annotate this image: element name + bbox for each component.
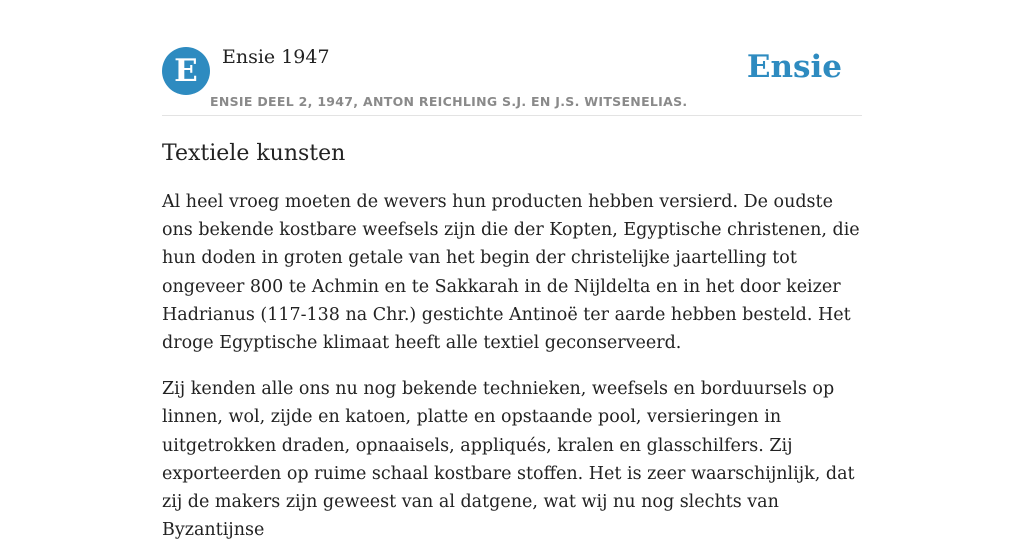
- ensie-logo-icon[interactable]: E: [162, 47, 210, 95]
- site-subtitle: ENSIE DEEL 2, 1947, ANTON REICHLING S.J. EN J.S. WITSENELIAS.: [210, 94, 688, 109]
- brand-wordmark[interactable]: Ensie: [746, 49, 842, 85]
- article-paragraph: Zij kenden alle ons nu nog bekende technieken, weefsels en borduursels op linnen, wol, zijde en katoen, platte en opstaande pool, versieringen in uitgetrokken draden, opnaaisels, appliqués, kralen en glasschilfers. Zij exporteerden op ruime schaal kostbare stoffen. Het is zeer waarschijnlijk, dat zij de makers zijn geweest van al datgene, wat wij nu nog slechts van Byzantijnse: [162, 379, 855, 541]
- article-content: [162, 136, 862, 544]
- site-title[interactable]: Ensie 1947: [222, 46, 330, 68]
- article-title: Textiele kunsten: [162, 141, 346, 166]
- article-paragraph: Al heel vroeg moeten de wevers hun producten hebben versierd. De oudste ons bekende kostbare weefsels zijn die der Kopten, Egyptische christenen, die hun doden in groten getale van het begin der christelijke jaartelling tot ongeveer 800 te Achmin en te Sakkarah in de Nijldelta en in het door keizer Hadrianus (117-138 na Chr.) gestichte Antinoë ter aarde hebben besteld. Het droge Egyptische klimaat heeft alle textiel geconserveerd.: [162, 192, 860, 354]
- site-header: [162, 44, 862, 116]
